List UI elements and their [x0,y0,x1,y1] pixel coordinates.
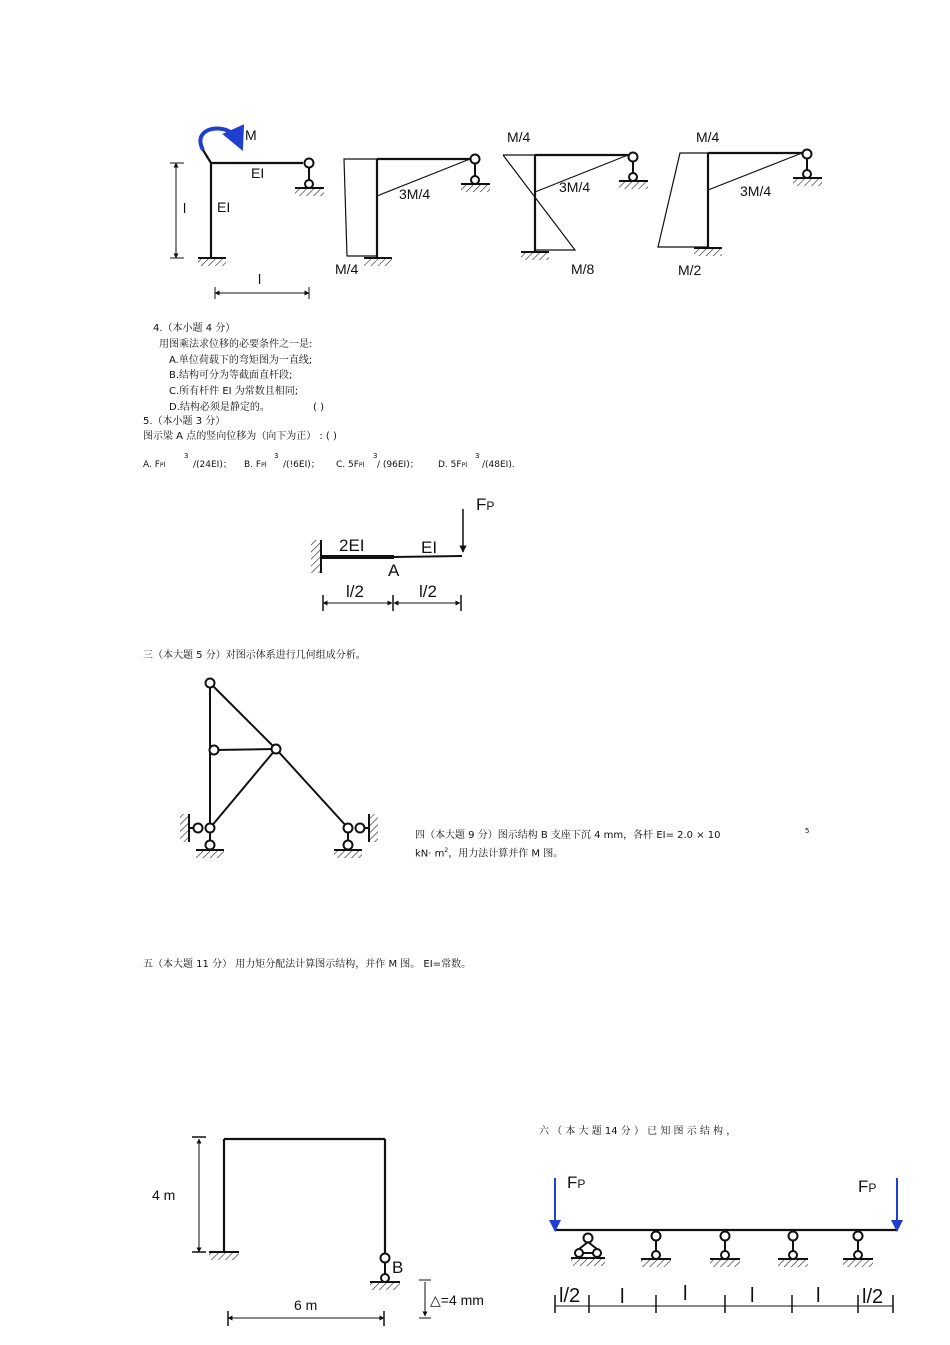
q5-opt-d-exp: 3 [475,452,480,460]
sec4-line1: 四（本大题 9 分）图示结构 B 支座下沉 4 mm，各杆 EI= 2.0 × 10 [415,830,721,841]
frame-figure [170,129,324,299]
opt3-label-top-left: M/4 [696,129,720,145]
sec6-text: 六 （ 本 大 题 14 分 ） 已 知 图 示 结 构 ， [539,1126,737,1137]
q5-opt-c [336,461,365,470]
q5-opt-b-sub: P [261,462,265,469]
geometric-system-figure [180,679,378,859]
sec4-exp2: 2 [444,847,449,854]
q5-opt-b-post: /(!6EI)； [283,460,320,470]
opt2-label-bottom: M/8 [571,261,595,277]
beam-force-f: F [476,495,487,514]
cont-dim-5: l [816,1285,821,1307]
q5-opt-c-exp: 3 [373,452,378,460]
sec4-line2-rest: ，用力法计算并作 M 图。 [448,848,564,860]
opt3-label-bottom: M/2 [678,262,702,278]
q5-opt-c-post: / (96EI)； [377,460,419,470]
q4-option-c: C.所有杆件 EI 为常数且相同; [169,386,299,397]
q5-opt-a-exp: 3 [184,452,189,460]
q5-stem: 图示梁 A 点的竖向位移为（向下为正） : ( ) [143,431,337,442]
q5-opt-d-sub: P [461,462,466,469]
opt2-label-top-left: M/4 [507,129,531,145]
q5-opt-b [244,461,267,470]
sec4-unit: kN· m [415,848,445,860]
sec3-text: 三（本大题 5 分）对图示体系进行几何组成分析。 [143,650,366,661]
cont-dim-4: l [750,1285,755,1307]
beam-force-sub: P [486,499,495,513]
q5-opt-b-pre: B. F [244,460,262,470]
q4-option-a: A.单位荷载下的弯矩图为一直线; [169,355,313,366]
frame-height-label: 4 m [152,1187,176,1203]
q5-opt-d-post: /(48EI). [482,460,515,470]
label-ei-beam: EI [251,165,265,181]
frame-support-b: B [392,1258,404,1277]
beam-label-ei: EI [421,538,438,557]
label-span-l: l [258,271,262,287]
cont-fp-right-f: F [858,1177,869,1196]
sec4-exp: 5 [805,827,810,835]
q5-opt-b-l: l [264,461,267,469]
cont-fp-left-sub: P [577,1177,586,1191]
cont-dim-6: l/2 [862,1286,884,1308]
q4-heading: 4.（本小题 4 分） [153,323,236,334]
continuous-beam-figure [555,1178,898,1313]
q4-option-d: D.结构必须是静定的。 [169,402,270,413]
cont-dim-3: l [683,1283,688,1305]
q5-opt-a-pre: A. F [143,460,160,470]
opt1-label-top: 3M/4 [399,186,431,202]
q5-opt-c-pre: C. 5F [336,460,359,470]
frame-span-label: 6 m [294,1297,318,1313]
beam-point-a: A [388,561,400,580]
opt1-label-bottom: M/4 [335,261,359,277]
sec5-text: 五（本大题 11 分） 用力矩分配法计算图示结构，并作 M 图。 EI=常数。 [143,959,472,970]
cont-dim-1: l/2 [559,1285,581,1307]
q5-opt-b-exp: 3 [274,452,279,460]
q5-opt-a-sub: P [159,462,164,469]
q5-opt-a-post: /(24EI)； [193,460,232,470]
beam-dim-left: l/2 [346,582,364,601]
beam-force-label [476,496,494,513]
label-ei-column: EI [217,199,231,215]
label-moment-m: M [245,127,257,143]
q5-options [143,461,165,470]
cantilever-beam-figure [311,509,463,611]
q5-opt-d-pre: D. 5F [438,460,462,470]
beam-label-2ei: 2EI [339,536,365,555]
cont-dim-2: l [620,1286,625,1308]
q4-option-b: B.结构可分为等截面直杆段; [169,370,293,381]
sec4-line2 [415,848,563,859]
m-diagram-option-3 [658,150,822,257]
m-diagram-option-1 [344,155,490,267]
cont-fp-right [858,1178,876,1195]
m-diagram-option-2 [503,153,648,261]
cont-fp-left [567,1174,585,1191]
cont-fp-left-f: F [567,1173,578,1192]
q5-opt-d [438,461,467,470]
label-height-l: l [183,200,187,216]
frame-settlement-label: △=4 mm [430,1292,484,1308]
opt3-label-mid: 3M/4 [740,183,772,199]
q4-stem: 用图乘法求位移的必要条件之一是: [159,339,313,350]
beam-dim-right: l/2 [419,582,437,601]
q5-opt-c-l: l [362,461,365,469]
q5-opt-c-sub: P [358,462,363,469]
opt2-label-mid: 3M/4 [559,179,591,195]
q5-heading: 5.（本小题 3 分） [143,416,226,427]
q5-opt-a-l: l [163,461,166,469]
q4-answer-paren: ( ) [313,402,324,413]
cont-fp-right-sub: P [868,1181,877,1195]
q5-opt-d-l: l [465,461,468,469]
